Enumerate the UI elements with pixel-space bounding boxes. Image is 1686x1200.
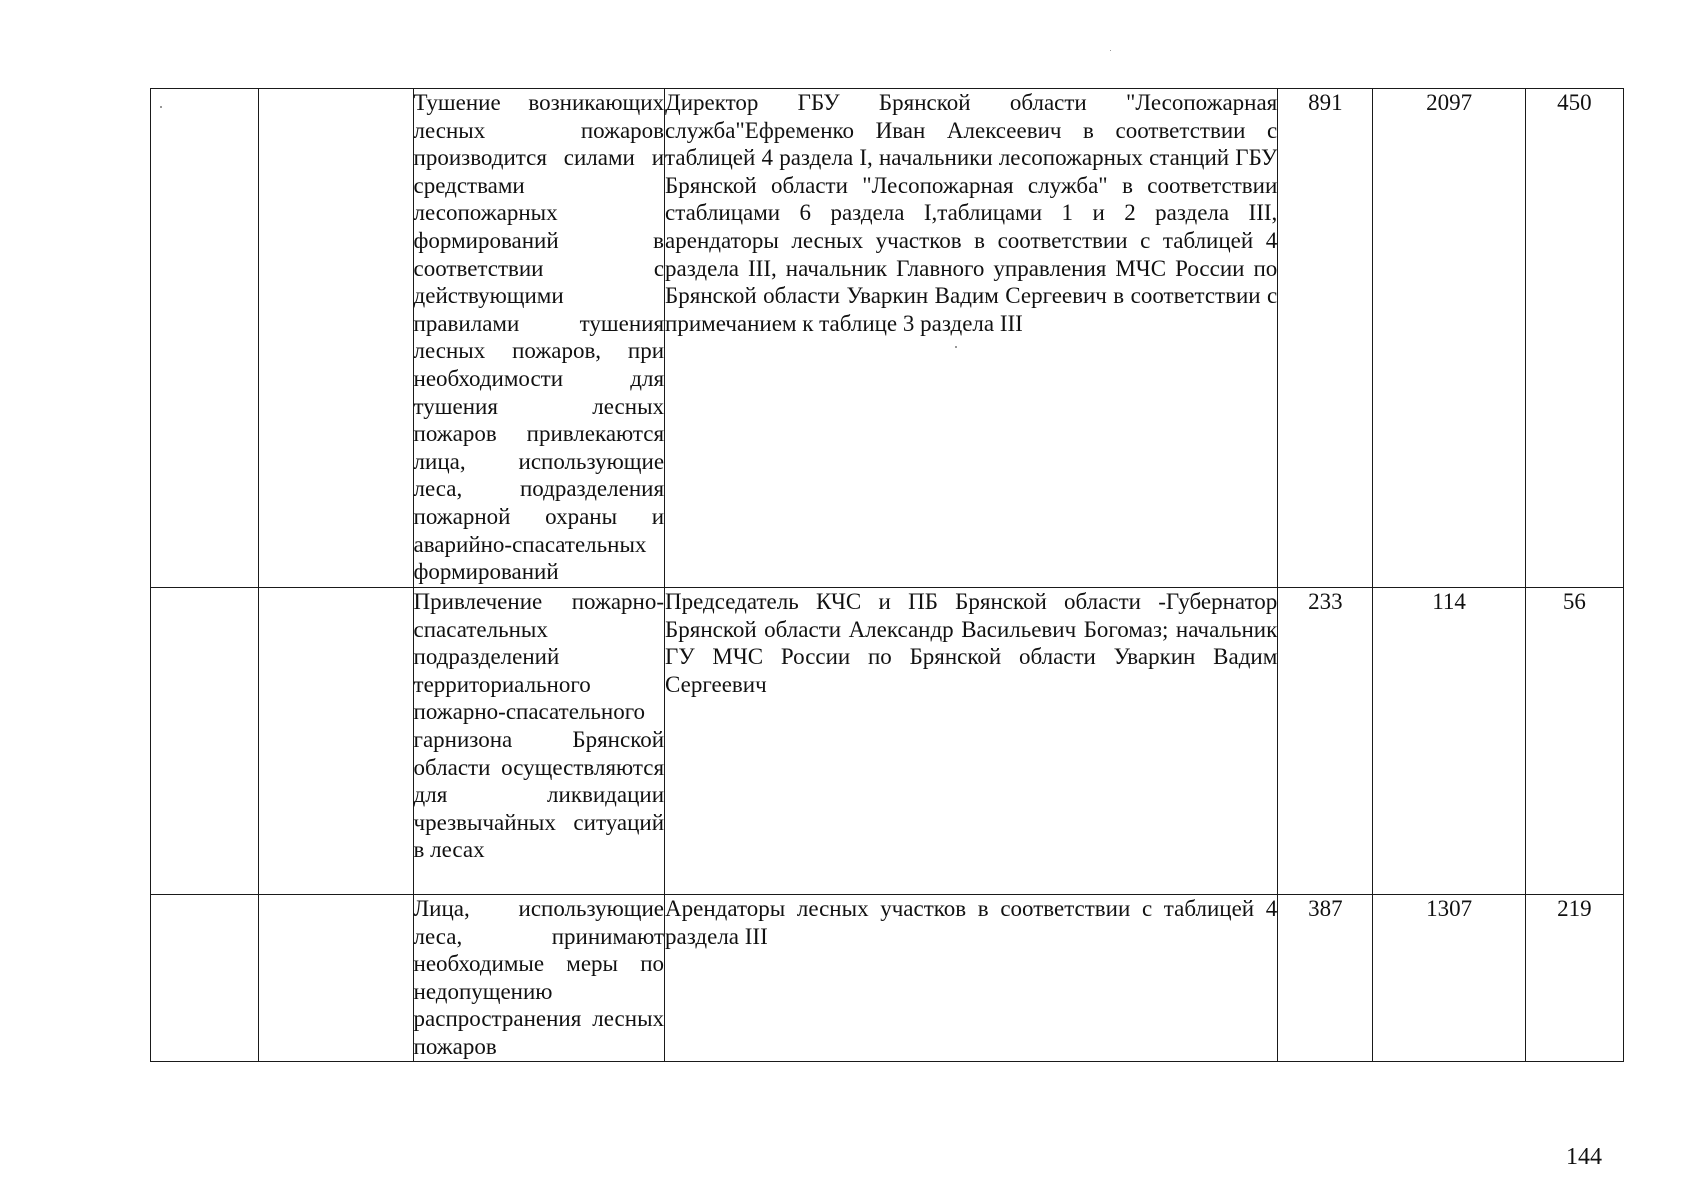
table-row: [151, 895, 1624, 1062]
action-cell: Привлечение пожарно-спасательных подразделений территориального пожарно-спасательного гарнизона Брянской области осуществляются для ликвидации чрезвычайных ситуаций в лесах: [413, 588, 665, 895]
page-number: 144: [1566, 1144, 1602, 1170]
empty-cell: [259, 588, 413, 895]
value-cell-1: 233: [1278, 588, 1373, 895]
responsible-cell: Директор ГБУ Брянской области "Лесопожарная служба"Ефременко Иван Алексеевич в соответствии с таблицей 4 раздела I, начальники лесопожарных станций ГБУ Брянской области "Лесопожарная служба" в соответствии стаблицами 6 раздела I,таблицами 1 и 2 раздела III, арендаторы лесных участков в соответствии с таблицей 4 раздела III, начальник Главного управления МЧС России по Брянской области Уваркин Вадим Сергеевич в соответствии с примечанием к таблице 3 раздела III: [665, 89, 1278, 588]
empty-cell: [151, 895, 259, 1062]
value-cell-1: 891: [1278, 89, 1373, 588]
empty-cell: [151, 89, 259, 588]
responsible-cell: Арендаторы лесных участков в соответствии с таблицей 4 раздела III: [665, 895, 1278, 1062]
table-row: [151, 588, 1624, 895]
responsible-cell: Председатель КЧС и ПБ Брянской области -Губернатор Брянской области Александр Васильевич Богомаз; начальник ГУ МЧС России по Брянской области Уваркин Вадим Сергеевич: [665, 588, 1278, 895]
fire-measures-table: [150, 88, 1624, 1062]
value-cell-2: 114: [1373, 588, 1525, 895]
value-cell-1: 387: [1278, 895, 1373, 1062]
value-cell-3: 450: [1525, 89, 1623, 588]
table-row: [151, 89, 1624, 588]
value-cell-3: 219: [1525, 895, 1623, 1062]
empty-cell: [259, 895, 413, 1062]
empty-cell: [151, 588, 259, 895]
action-cell: Тушение возникающих лесных пожаров производится силами и средствами лесопожарных формирований в соответствии с действующими правилами тушения лесных пожаров, при необходимости для тушения лесных пожаров привлекаются лица, использующие леса, подразделения пожарной охраны и аварийно-спасательных формирований: [413, 89, 665, 588]
value-cell-2: 2097: [1373, 89, 1525, 588]
action-cell: Лица, использующие леса, принимают необходимые меры по недопущению распространения лесных пожаров: [413, 895, 665, 1062]
value-cell-2: 1307: [1373, 895, 1525, 1062]
value-cell-3: 56: [1525, 588, 1623, 895]
empty-cell: [259, 89, 413, 588]
scan-speck: [1110, 50, 1111, 51]
